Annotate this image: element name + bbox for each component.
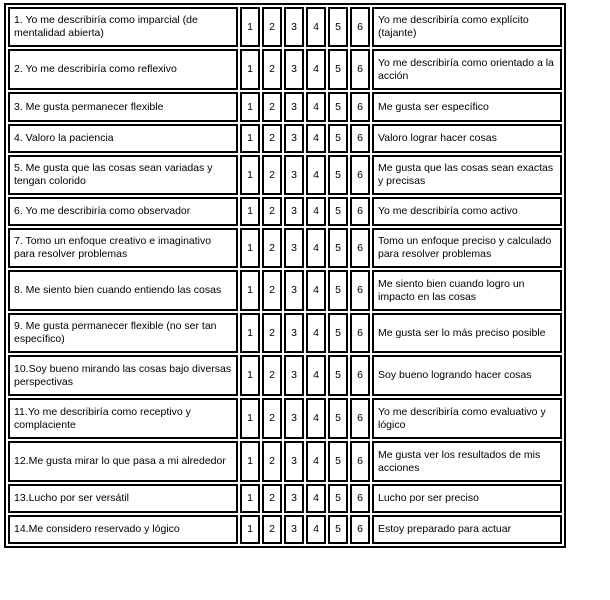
survey-row	[8, 7, 562, 47]
left-statement: 8. Me siento bien cuando entiendo las cosas	[8, 270, 238, 311]
rating-option-5[interactable]: 5	[328, 313, 348, 353]
rating-option-5[interactable]: 5	[328, 270, 348, 311]
survey-row	[8, 124, 562, 153]
learning-style-survey-table	[4, 3, 566, 548]
right-statement: Valoro lograr hacer cosas	[372, 124, 562, 153]
rating-option-6[interactable]: 6	[350, 355, 370, 396]
rating-option-2[interactable]: 2	[262, 197, 282, 226]
right-statement: Yo me describiría como explícito (tajante)	[372, 7, 562, 47]
rating-option-3[interactable]: 3	[284, 270, 304, 311]
left-statement: 6. Yo me describiría como observador	[8, 197, 238, 226]
rating-option-2[interactable]: 2	[262, 92, 282, 122]
rating-option-2[interactable]: 2	[262, 398, 282, 439]
rating-option-4[interactable]: 4	[306, 49, 326, 90]
rating-option-4[interactable]: 4	[306, 441, 326, 482]
right-statement: Soy bueno logrando hacer cosas	[372, 355, 562, 396]
survey-row	[8, 197, 562, 226]
left-statement: 1. Yo me describiría como imparcial (de mentalidad abierta)	[8, 7, 238, 47]
rating-option-4[interactable]: 4	[306, 124, 326, 153]
rating-option-1[interactable]: 1	[240, 228, 260, 268]
rating-option-5[interactable]: 5	[328, 484, 348, 513]
rating-option-2[interactable]: 2	[262, 155, 282, 195]
left-statement: 5. Me gusta que las cosas sean variadas y tengan colorido	[8, 155, 238, 195]
survey-body	[8, 7, 562, 544]
survey-row	[8, 484, 562, 513]
survey-row	[8, 398, 562, 439]
rating-option-3[interactable]: 3	[284, 484, 304, 513]
rating-option-4[interactable]: 4	[306, 228, 326, 268]
rating-option-3[interactable]: 3	[284, 49, 304, 90]
rating-option-4[interactable]: 4	[306, 92, 326, 122]
survey-row	[8, 49, 562, 90]
rating-option-3[interactable]: 3	[284, 228, 304, 268]
rating-option-4[interactable]: 4	[306, 155, 326, 195]
left-statement: 13.Lucho por ser versátil	[8, 484, 238, 513]
rating-option-1[interactable]: 1	[240, 270, 260, 311]
right-statement: Tomo un enfoque preciso y calculado para resolver problemas	[372, 228, 562, 268]
right-statement: Lucho por ser preciso	[372, 484, 562, 513]
rating-option-5[interactable]: 5	[328, 515, 348, 544]
rating-option-6[interactable]: 6	[350, 484, 370, 513]
left-statement: 4. Valoro la paciencia	[8, 124, 238, 153]
rating-option-3[interactable]: 3	[284, 124, 304, 153]
left-statement: 2. Yo me describiría como reflexivo	[8, 49, 238, 90]
rating-option-2[interactable]: 2	[262, 124, 282, 153]
rating-option-1[interactable]: 1	[240, 7, 260, 47]
rating-option-4[interactable]: 4	[306, 7, 326, 47]
survey-row	[8, 92, 562, 122]
right-statement: Me gusta ser lo más preciso posible	[372, 313, 562, 353]
left-statement: 12.Me gusta mirar lo que pasa a mi alrededor	[8, 441, 238, 482]
left-statement: 3. Me gusta permanecer flexible	[8, 92, 238, 122]
rating-option-2[interactable]: 2	[262, 355, 282, 396]
rating-option-6[interactable]: 6	[350, 270, 370, 311]
left-statement: 10.Soy bueno mirando las cosas bajo diversas perspectivas	[8, 355, 238, 396]
rating-option-5[interactable]: 5	[328, 155, 348, 195]
rating-option-4[interactable]: 4	[306, 484, 326, 513]
survey-row	[8, 515, 562, 544]
rating-option-2[interactable]: 2	[262, 441, 282, 482]
right-statement: Yo me describiría como orientado a la acción	[372, 49, 562, 90]
rating-option-2[interactable]: 2	[262, 484, 282, 513]
rating-option-5[interactable]: 5	[328, 441, 348, 482]
rating-option-3[interactable]: 3	[284, 313, 304, 353]
rating-option-2[interactable]: 2	[262, 515, 282, 544]
rating-option-6[interactable]: 6	[350, 124, 370, 153]
rating-option-1[interactable]: 1	[240, 484, 260, 513]
rating-option-4[interactable]: 4	[306, 313, 326, 353]
rating-option-3[interactable]: 3	[284, 398, 304, 439]
right-statement: Yo me describiría como activo	[372, 197, 562, 226]
rating-option-4[interactable]: 4	[306, 515, 326, 544]
left-statement: 14.Me considero reservado y lógico	[8, 515, 238, 544]
rating-option-3[interactable]: 3	[284, 92, 304, 122]
rating-option-6[interactable]: 6	[350, 398, 370, 439]
rating-option-1[interactable]: 1	[240, 313, 260, 353]
survey-row	[8, 355, 562, 396]
rating-option-6[interactable]: 6	[350, 7, 370, 47]
rating-option-2[interactable]: 2	[262, 7, 282, 47]
rating-option-6[interactable]: 6	[350, 197, 370, 226]
rating-option-2[interactable]: 2	[262, 228, 282, 268]
rating-option-1[interactable]: 1	[240, 398, 260, 439]
rating-option-3[interactable]: 3	[284, 155, 304, 195]
survey-row	[8, 441, 562, 482]
rating-option-5[interactable]: 5	[328, 124, 348, 153]
rating-option-1[interactable]: 1	[240, 92, 260, 122]
survey-row	[8, 313, 562, 353]
survey-row	[8, 155, 562, 195]
rating-option-1[interactable]: 1	[240, 197, 260, 226]
rating-option-1[interactable]: 1	[240, 441, 260, 482]
rating-option-5[interactable]: 5	[328, 92, 348, 122]
rating-option-6[interactable]: 6	[350, 313, 370, 353]
rating-option-5[interactable]: 5	[328, 7, 348, 47]
right-statement: Me gusta ser específico	[372, 92, 562, 122]
left-statement: 9. Me gusta permanecer flexible (no ser tan específico)	[8, 313, 238, 353]
left-statement: 11.Yo me describiría como receptivo y complaciente	[8, 398, 238, 439]
rating-option-3[interactable]: 3	[284, 515, 304, 544]
rating-option-6[interactable]: 6	[350, 92, 370, 122]
right-statement: Me gusta ver los resultados de mis acciones	[372, 441, 562, 482]
rating-option-2[interactable]: 2	[262, 49, 282, 90]
right-statement: Yo me describiría como evaluativo y lógico	[372, 398, 562, 439]
rating-option-4[interactable]: 4	[306, 197, 326, 226]
rating-option-5[interactable]: 5	[328, 49, 348, 90]
rating-option-6[interactable]: 6	[350, 515, 370, 544]
rating-option-1[interactable]: 1	[240, 155, 260, 195]
rating-option-5[interactable]: 5	[328, 398, 348, 439]
rating-option-6[interactable]: 6	[350, 228, 370, 268]
right-statement: Me gusta que las cosas sean exactas y precisas	[372, 155, 562, 195]
rating-option-6[interactable]: 6	[350, 155, 370, 195]
rating-option-6[interactable]: 6	[350, 441, 370, 482]
rating-option-4[interactable]: 4	[306, 398, 326, 439]
survey-row	[8, 228, 562, 268]
rating-option-3[interactable]: 3	[284, 197, 304, 226]
rating-option-4[interactable]: 4	[306, 355, 326, 396]
survey-row	[8, 270, 562, 311]
left-statement: 7. Tomo un enfoque creativo e imaginativo para resolver problemas	[8, 228, 238, 268]
rating-option-1[interactable]: 1	[240, 515, 260, 544]
rating-option-3[interactable]: 3	[284, 7, 304, 47]
rating-option-1[interactable]: 1	[240, 355, 260, 396]
rating-option-1[interactable]: 1	[240, 49, 260, 90]
rating-option-5[interactable]: 5	[328, 355, 348, 396]
rating-option-5[interactable]: 5	[328, 228, 348, 268]
rating-option-5[interactable]: 5	[328, 197, 348, 226]
right-statement: Estoy preparado para actuar	[372, 515, 562, 544]
rating-option-1[interactable]: 1	[240, 124, 260, 153]
right-statement: Me siento bien cuando logro un impacto en las cosas	[372, 270, 562, 311]
rating-option-6[interactable]: 6	[350, 49, 370, 90]
rating-option-2[interactable]: 2	[262, 313, 282, 353]
rating-option-3[interactable]: 3	[284, 355, 304, 396]
rating-option-3[interactable]: 3	[284, 441, 304, 482]
rating-option-2[interactable]: 2	[262, 270, 282, 311]
rating-option-4[interactable]: 4	[306, 270, 326, 311]
